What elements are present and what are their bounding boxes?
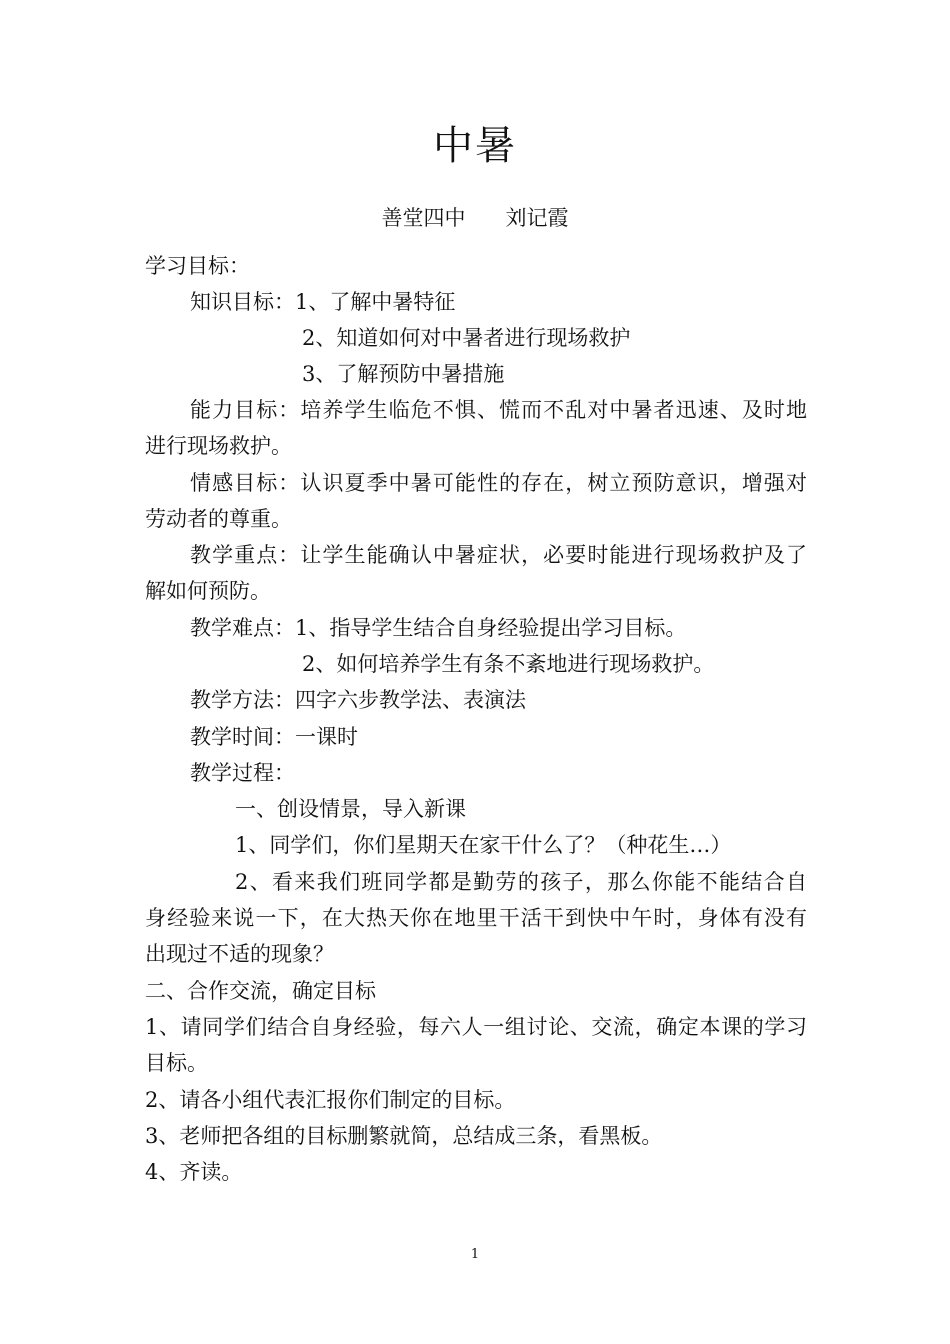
body-line: 3、了解预防中暑措施 (302, 362, 505, 386)
body-line: 身经验来说一下，在大热天你在地里干活干到快中午时，身体有没有 (145, 906, 807, 930)
body-line: 1、同学们，你们星期天在家干什么了？（种花生…） (235, 833, 732, 857)
body-line: 情感目标：认识夏季中暑可能性的存在，树立预防意识，增强对 (190, 471, 807, 495)
body-line: 教学过程： (190, 761, 295, 785)
body-line: 3、老师把各组的目标删繁就简，总结成三条，看黑板。 (145, 1124, 663, 1148)
body-line: 学习目标： (145, 254, 250, 278)
body-line: 2、请各小组代表汇报你们制定的目标。 (145, 1088, 516, 1112)
body-line: 出现过不适的现象？ (145, 942, 334, 966)
body-line: 2、知道如何对中暑者进行现场救护 (302, 326, 631, 350)
body-line: 教学难点：1、指导学生结合自身经验提出学习目标。 (190, 616, 687, 640)
body-line: 2、看来我们班同学都是勤劳的孩子，那么你能不能结合自 (235, 870, 807, 894)
body-line: 二、合作交流，确定目标 (145, 979, 376, 1003)
body-line: 能力目标：培养学生临危不惧、慌而不乱对中暑者迅速、及时地 (190, 398, 807, 422)
author-line: 善堂四中 刘记霞 (381, 206, 569, 230)
body-line: 教学时间：一课时 (190, 725, 358, 749)
body-line: 解如何预防。 (145, 579, 271, 603)
body-line: 教学重点：让学生能确认中暑症状，必要时能进行现场救护及了 (190, 543, 807, 567)
body-line: 劳动者的尊重。 (145, 507, 292, 531)
body-line: 进行现场救护。 (145, 434, 292, 458)
body-line: 知识目标：1、了解中暑特征 (190, 290, 456, 314)
document-title: 中暑 (433, 123, 517, 169)
body-line: 1、请同学们结合自身经验，每六人一组讨论、交流，确定本课的学习 (145, 1015, 807, 1039)
page-number: 1 (470, 1247, 480, 1262)
body-line: 一、创设情景，导入新课 (235, 797, 466, 821)
body-line: 4、齐读。 (145, 1160, 243, 1184)
body-line: 教学方法：四字六步教学法、表演法 (190, 688, 526, 712)
body-line: 2、如何培养学生有条不紊地进行现场救护。 (302, 652, 715, 676)
body-line: 目标。 (145, 1051, 208, 1075)
